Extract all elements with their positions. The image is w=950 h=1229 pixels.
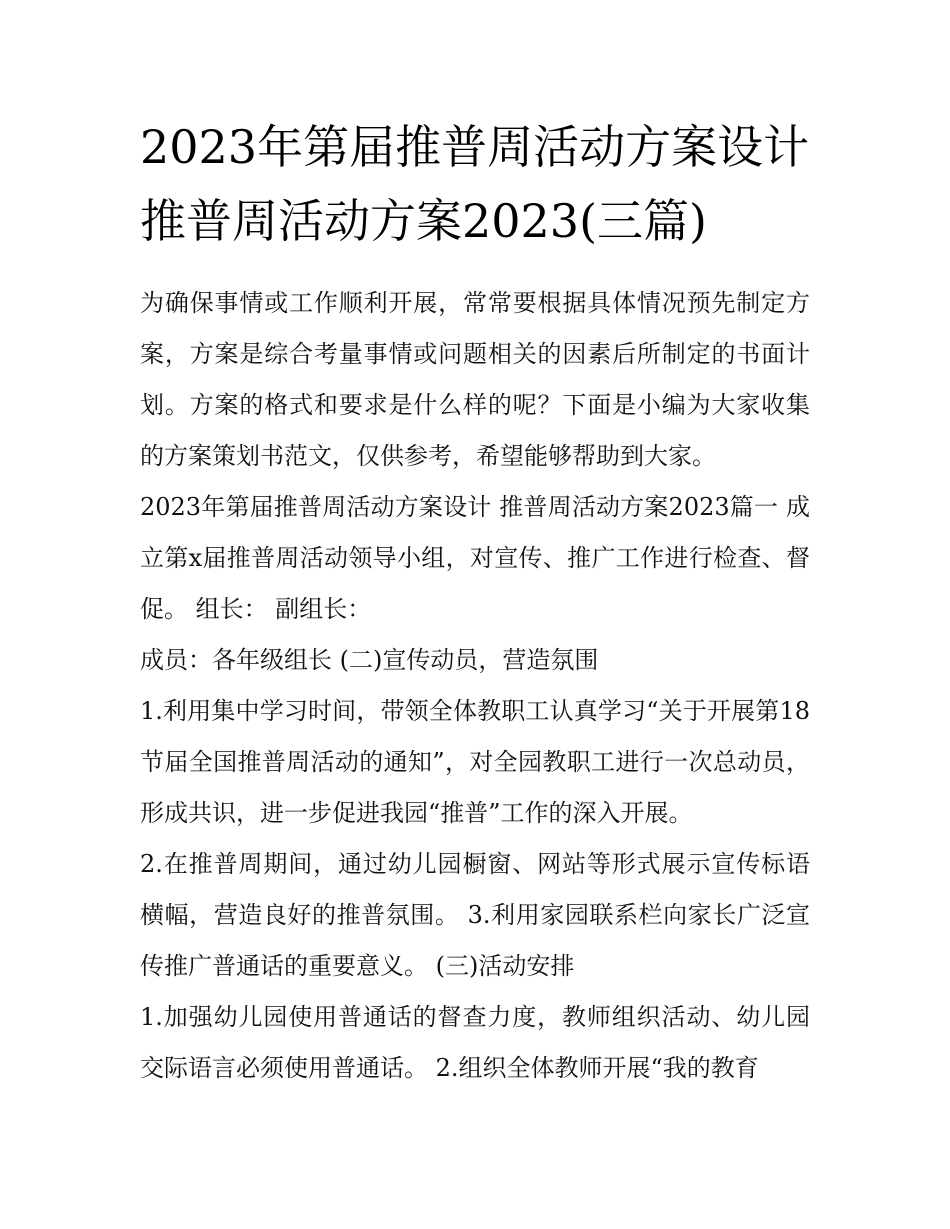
paragraph-item-1: 1.利用集中学习时间，带领全体教职工认真学习“关于开展第18节届全国推普周活动的通知”，对全园教职工进行一次总动员，形成共识，进一步促进我园“推普”工作的深入开展。 (140, 697, 810, 827)
document-title: 2023年第届推普周活动方案设计 推普周活动方案2023(三篇) (140, 120, 810, 248)
paragraph-leadership: 2023年第届推普周活动方案设计 推普周活动方案2023篇一 成立第x届推普周活动领导小组，对宣传、推广工作进行检查、督促。 组长： 副组长： (140, 493, 810, 623)
paragraph-item-2: 2.在推普周期间，通过幼儿园橱窗、网站等形式展示宣传标语横幅，营造良好的推普氛围。 3.利用家园联系栏向家长广泛宣传推广普通话的重要意义。 (三)活动安排 (140, 850, 810, 980)
document-page (140, 110, 810, 1094)
paragraph-item-3: 1.加强幼儿园使用普通话的督查力度，教师组织活动、幼儿园交际语言必须使用普通话。 2.组织全体教师开展“我的教育 (140, 1003, 810, 1082)
paragraph-members: 成员：各年级组长 (二)宣传动员，营造氛围 (140, 646, 599, 674)
paragraph-intro: 为确保事情或工作顺利开展，常常要根据具体情况预先制定方案，方案是综合考量事情或问题相关的因素后所制定的书面计划。方案的格式和要求是什么样的呢？下面是小编为大家收集的方案策划书范文，仅供参考，希望能够帮助到大家。 (140, 289, 810, 470)
